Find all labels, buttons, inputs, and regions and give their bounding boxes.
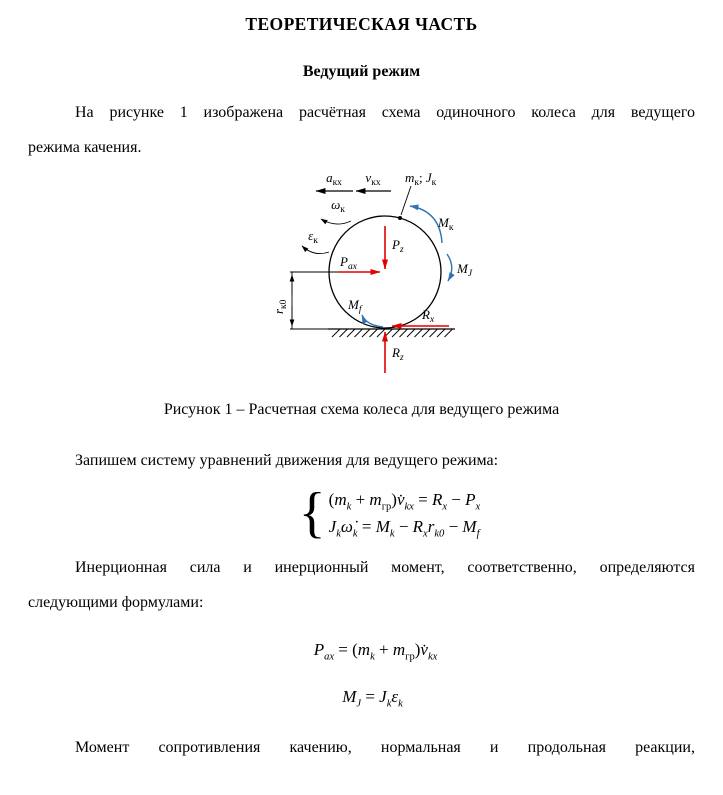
label-a-kx: $a_{кх}$ <box>325 170 342 188</box>
paragraph-inertia <box>28 550 695 620</box>
omega-arrow <box>321 219 351 224</box>
paragraph-intro-line1: На рисунке 1 изображена расчётная схема одиночного колеса для ведущего <box>75 104 695 121</box>
paragraph-moment-resistance <box>28 730 695 765</box>
paragraph-intro-line2: режима качения. <box>28 139 142 156</box>
equation-inertial-moment: $M_J = J_k\varepsilon_k$ <box>342 687 403 710</box>
label-omega-k: $\omega_к$ <box>330 197 345 215</box>
label-M-f: $M_f$ <box>347 297 361 315</box>
paragraph-moment-resistance-line: Момент сопротивления качению, нормальная и продольная реакции, <box>75 739 695 756</box>
figure-caption: Рисунок 1 – Расчетная схема колеса для ведущего режима <box>163 401 560 418</box>
label-epsilon-k: $\varepsilon_к$ <box>307 228 318 246</box>
inertia-moment-arrow <box>447 254 452 281</box>
label-R-x: $R_x$ <box>421 307 434 325</box>
paragraph-inertia-line2: следующими формулами: <box>28 594 204 611</box>
equation-inertial-force-wrap <box>42 636 709 663</box>
page-title: ТЕОРЕТИЧЕСКАЯ ЧАСТЬ <box>245 14 478 34</box>
equation-motion-angular: $J_k\omegȧ_k = M_k - R_xr_{k0} - M_f$ <box>328 517 480 540</box>
ground-hatching <box>332 329 453 337</box>
rolling-resistance-moment-arrow <box>362 315 383 327</box>
section-heading: Ведущий режим <box>302 63 421 80</box>
equation-inertial-force: $P_{ax} = (m_k$ + $m_{гр})v̇_{kx}$ <box>313 640 438 663</box>
system-lines <box>329 486 481 540</box>
system-brace: { <box>298 481 326 544</box>
wheel-diagram-svg <box>250 169 520 387</box>
wheel-scheme-figure <box>28 169 695 387</box>
paragraph-intro <box>28 95 695 165</box>
mass-point-dot <box>398 216 402 220</box>
mass-leader-line <box>401 186 411 215</box>
paragraph-inertia-line1: Инерционная сила и инерционный момент, соответственно, определяются <box>75 559 695 576</box>
label-v-kx: $v_{кх}$ <box>364 170 381 188</box>
equation-system <box>56 481 723 544</box>
label-r-k0: $r_{к0}$ <box>270 299 289 314</box>
label-P-z: $P_z$ <box>391 237 404 255</box>
label-P-ax: $P_{ax}$ <box>339 254 357 272</box>
label-M-J: $M_J$ <box>456 261 472 279</box>
label-M-k: $M_к$ <box>437 215 453 233</box>
equation-motion-linear: ($m_k$ + $m_{гр})v̇_{kx} = R_x - P_x$ <box>328 490 481 513</box>
equation-inertial-moment-wrap <box>39 683 706 710</box>
label-mass-inertia: $m_к$; $J_к$ <box>404 170 436 188</box>
paragraph-equations-intro <box>28 443 695 478</box>
label-R-z: $R_z$ <box>391 345 404 363</box>
paragraph-equations-intro-line: Запишем систему уравнений движения для ведущего режима: <box>75 452 499 469</box>
epsilon-arrow <box>302 246 329 254</box>
